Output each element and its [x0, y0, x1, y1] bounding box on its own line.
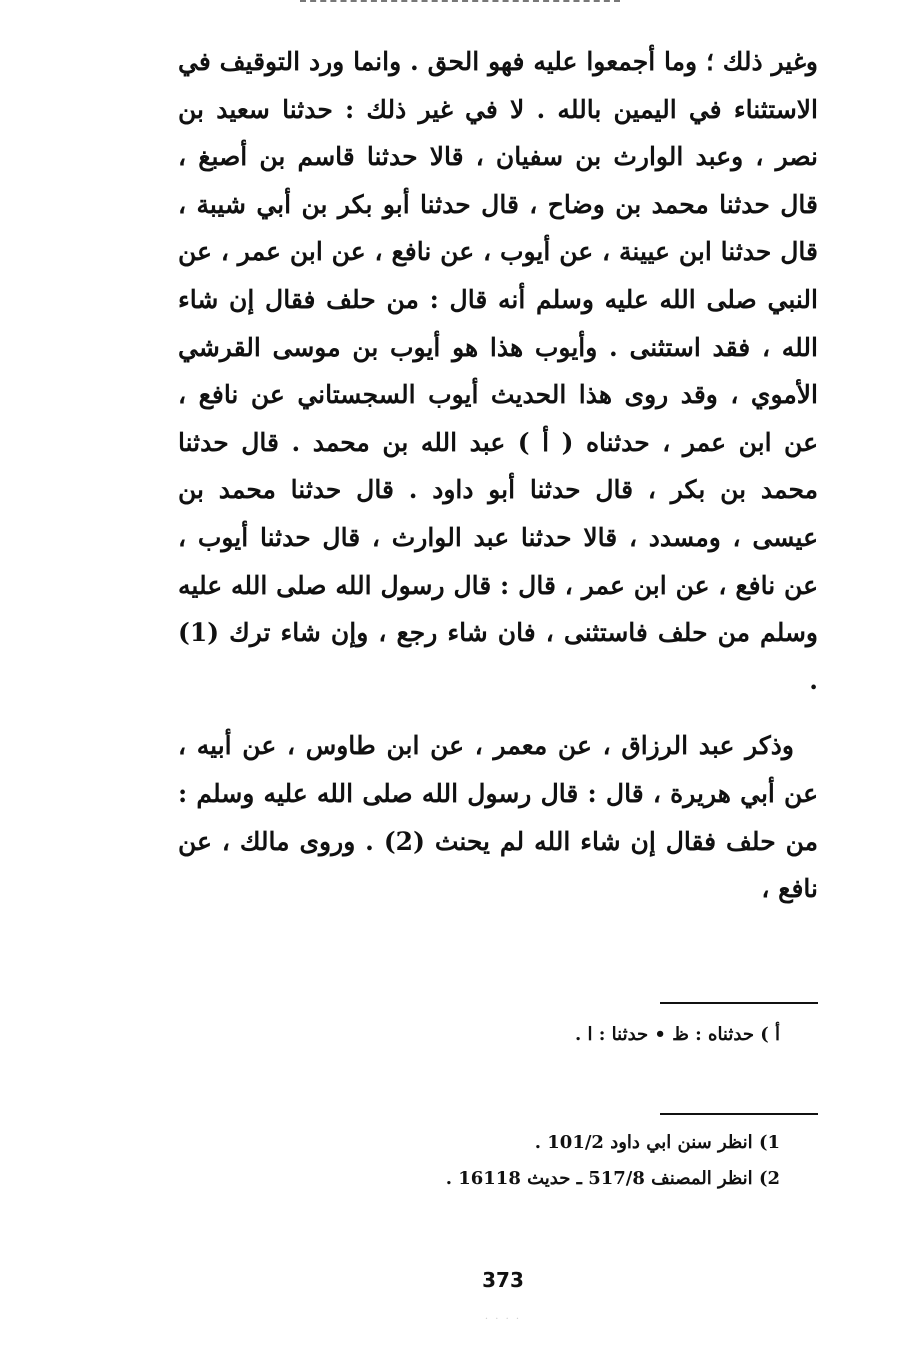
footnote-2: 2) انظر المصنف 517/8 ـ حديث 16118 . — [445, 1168, 780, 1189]
footnote-1: 1) انظر سنن ابي داود 101/2 . — [534, 1132, 780, 1153]
paragraph-2: وذكر عبد الرزاق ، عن معمر ، عن ابن طاوس ، عن أبيه ، عن أبي هريرة ، قال : قال رسول الله صلى الله عليه وسلم : من حلف فقال إن شاء الله لم يحنث (2) . وروى مالك ، عن نافع ، — [178, 731, 818, 904]
main-text — [178, 38, 818, 913]
page-number: 373 — [482, 1268, 524, 1292]
faint-scan-mark: · · · · — [484, 1314, 522, 1325]
footnotes-divider — [660, 1113, 818, 1115]
variant-note-a: أ ) حدثناه : ظ • حدثنا : ا . — [574, 1024, 780, 1045]
top-edge-dashes — [300, 0, 620, 2]
variant-notes-divider — [660, 1002, 818, 1004]
paragraph-1: وغير ذلك ؛ وما أجمعوا عليه فهو الحق . وانما ورد التوقيف في الاستثناء في اليمين بالله . لا في غير ذلك : حدثنا سعيد بن نصر ، وعبد الوارث بن سفيان ، قالا حدثنا قاسم بن أصبغ ، قال حدثنا محمد بن وضاح ، قال حدثنا أبو بكر بن أبي شيبة ، قال حدثنا ابن عيينة ، عن أيوب ، عن نافع ، عن ابن عمر ، عن النبي صلى الله عليه وسلم أنه قال : من حلف فقال إن شاء الله ، فقد استثنى . وأيوب هذا هو أيوب بن موسى القرشي الأموي ، وقد روى هذا الحديث أيوب السجستاني عن نافع ، عن ابن عمر ، حدثناه ( أ ) عبد الله بن محمد . قال حدثنا محمد بن بكر ، قال حدثنا أبو داود . قال حدثنا محمد بن عيسى ، ومسدد ، قالا حدثنا عبد الوارث ، قال حدثنا أيوب ، عن نافع ، عن ابن عمر ، قال : قال رسول الله صلى الله عليه وسلم من حلف فاستثنى ، فان شاء رجع ، وإن شاء ترك (1) . — [178, 47, 818, 695]
